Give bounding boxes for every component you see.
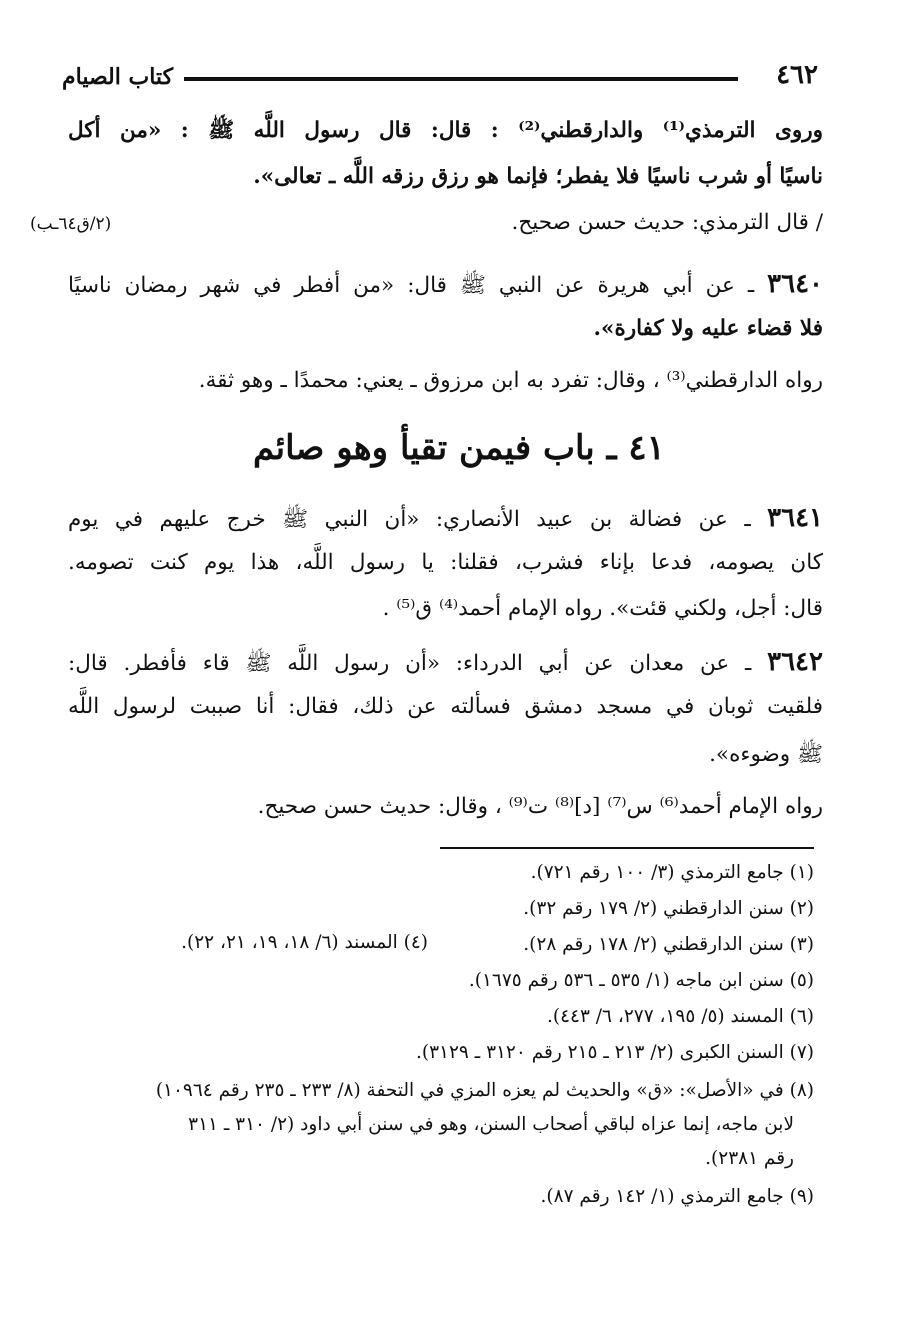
footnote-rule: [440, 847, 814, 849]
footnote: (٨) في «الأصل»: «ق» والحديث لم يعزه المزي في التحفة (٨/ ٢٣٣ ـ ٢٣٥ رقم ١٠٩٦٤): [155, 1080, 814, 1101]
hadith-number: ٣٦٤٠: [767, 269, 823, 299]
hadith-number: ٣٦٤٢: [767, 647, 823, 677]
hadith-text: ـ عن فضالة بن عبيد الأنصاري: «أن النبي ﷺ خرج عليهم في يوم: [68, 507, 751, 532]
book-title: كتاب الصيام: [62, 64, 174, 90]
footnote: (٤) المسند (٦/ ١٨، ١٩، ٢١، ٢٢).: [181, 932, 428, 953]
body-line: فلا قضاء عليه ولا كفارة».: [593, 316, 823, 341]
footnote: (٥) سنن ابن ماجه (١/ ٥٣٥ ـ ٥٣٦ رقم ١٦٧٥).: [468, 970, 814, 991]
footnote: (٢) سنن الدارقطني (٢/ ١٧٩ رقم ٣٢).: [523, 898, 814, 919]
running-header: [62, 60, 822, 94]
hadith-3642: [68, 644, 823, 680]
chapter-heading: ٤١ ـ باب فيمن تقيأ وهو صائم: [253, 428, 665, 468]
hadith-text: ـ عن معدان عن أبي الدرداء: «أن رسول اللَّه ﷺ قاء فأفطر. قال:: [68, 651, 752, 676]
body-line: قال: أجل، ولكني قئت». رواه الإمام أحمد⁽⁴⁾ ق⁽⁵⁾ .: [382, 596, 823, 621]
header-rule: [184, 77, 738, 81]
body-line: وروى الترمذي⁽¹⁾ والدارقطني⁽²⁾ : قال: قال رسول اللَّه ﷺ : «من أكل: [68, 118, 823, 143]
footnote: (٣) سنن الدارقطني (٢/ ١٧٨ رقم ٢٨).: [523, 934, 814, 955]
page-number: ٤٦٢: [776, 60, 818, 90]
body-line: / قال الترمذي: حديث حسن صحيح.: [511, 210, 823, 235]
body-line: كان يصومه، فدعا بإناء فشرب، فقلنا: يا رسول اللَّه، هذا يوم كنت تصومه.: [68, 550, 823, 575]
hadith-text: ـ عن أبي هريرة عن النبي ﷺ قال: «من أفطر في شهر رمضان ناسيًا: [68, 273, 755, 298]
body-line: ناسيًا أو شرب ناسيًا فلا يفطر؛ فإنما هو رزق رزقه اللَّه ـ تعالى».: [253, 164, 823, 189]
marginal-note: (٢/ق٦٤ـب): [30, 214, 112, 234]
footnote: (٩) جامع الترمذي (١/ ١٤٢ رقم ٨٧).: [540, 1186, 814, 1207]
body-line: رواه الإمام أحمد⁽⁶⁾ س⁽⁷⁾ [د]⁽⁸⁾ ت⁽⁹⁾ ، وقال: حديث حسن صحيح.: [257, 794, 823, 819]
body-line: فلقيت ثوبان في مسجد دمشق فسألته عن ذلك، فقال: أنا صببت لرسول اللَّه: [68, 694, 823, 719]
hadith-number: ٣٦٤١: [767, 503, 823, 533]
footnote-continuation: لابن ماجه، إنما عزاه لباقي أصحاب السنن، وهو في سنن أبي داود (٢/ ٣١٠ ـ ٣١١: [188, 1114, 794, 1135]
hadith-3640: [68, 266, 823, 302]
footnote: (٧) السنن الكبرى (٢/ ٢١٣ ـ ٢١٥ رقم ٣١٢٠ ـ ٣١٢٩).: [416, 1042, 814, 1063]
footnote: (١) جامع الترمذي (٣/ ١٠٠ رقم ٧٢١).: [530, 862, 814, 883]
footnote: (٦) المسند (٥/ ١٩٥، ٢٧٧، ٦/ ٤٤٣).: [546, 1006, 814, 1027]
hadith-3641: [68, 500, 823, 536]
footnote-continuation: رقم ٢٣٨١).: [705, 1148, 794, 1169]
body-line: ﷺ وضوءه».: [709, 742, 823, 767]
body-line: رواه الدارقطني⁽³⁾ ، وقال: تفرد به ابن مرزوق ـ يعني: محمدًا ـ وهو ثقة.: [198, 368, 823, 393]
